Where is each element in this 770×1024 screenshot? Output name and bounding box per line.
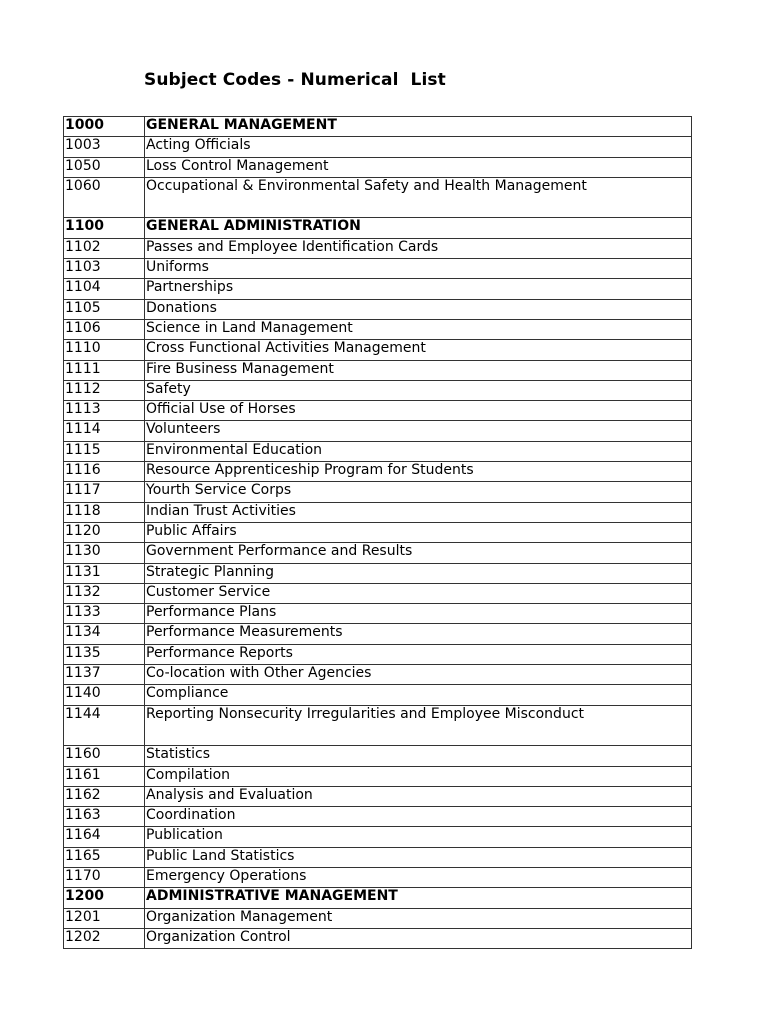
- table-row: [64, 502, 692, 522]
- subject-code-cell: 1161: [64, 766, 145, 786]
- subject-code-cell: 1170: [64, 867, 145, 887]
- subject-code-cell: 1144: [64, 705, 145, 746]
- table-row: [64, 685, 692, 705]
- table-row: [64, 117, 692, 137]
- subject-description-cell: Performance Plans: [145, 604, 692, 624]
- subject-description-cell: Uniforms: [145, 259, 692, 279]
- subject-code-cell: 1200: [64, 888, 145, 908]
- subject-code-cell: 1202: [64, 928, 145, 948]
- subject-code-cell: 1201: [64, 908, 145, 928]
- table-row: [64, 401, 692, 421]
- subject-codes-body: [64, 117, 692, 949]
- subject-description-cell: Passes and Employee Identification Cards: [145, 238, 692, 258]
- subject-code-cell: 1112: [64, 380, 145, 400]
- subject-description-cell: Fire Business Management: [145, 360, 692, 380]
- subject-description-cell: Compilation: [145, 766, 692, 786]
- table-row: [64, 807, 692, 827]
- table-row: [64, 644, 692, 664]
- table-row: [64, 462, 692, 482]
- subject-code-cell: 1160: [64, 746, 145, 766]
- subject-description-cell: Coordination: [145, 807, 692, 827]
- subject-code-cell: 1110: [64, 340, 145, 360]
- subject-code-cell: 1060: [64, 177, 145, 218]
- subject-description-cell: Performance Reports: [145, 644, 692, 664]
- table-row: [64, 908, 692, 928]
- subject-code-cell: 1132: [64, 583, 145, 603]
- table-row: [64, 177, 692, 218]
- table-row: [64, 279, 692, 299]
- subject-description-cell: Environmental Education: [145, 441, 692, 461]
- table-row: [64, 928, 692, 948]
- table-row: [64, 522, 692, 542]
- table-row: [64, 340, 692, 360]
- subject-description-cell: Yourth Service Corps: [145, 482, 692, 502]
- subject-code-cell: 1165: [64, 847, 145, 867]
- table-row: [64, 786, 692, 806]
- subject-code-cell: 1162: [64, 786, 145, 806]
- subject-description-cell: Analysis and Evaluation: [145, 786, 692, 806]
- subject-code-cell: 1100: [64, 218, 145, 238]
- table-row: [64, 847, 692, 867]
- subject-code-cell: 1105: [64, 299, 145, 319]
- table-row: [64, 888, 692, 908]
- table-row: [64, 360, 692, 380]
- table-row: [64, 563, 692, 583]
- table-row: [64, 441, 692, 461]
- table-row: [64, 299, 692, 319]
- subject-description-cell: Loss Control Management: [145, 157, 692, 177]
- table-row: [64, 766, 692, 786]
- subject-code-cell: 1104: [64, 279, 145, 299]
- subject-description-cell: Co-location with Other Agencies: [145, 665, 692, 685]
- table-row: [64, 218, 692, 238]
- subject-description-cell: Statistics: [145, 746, 692, 766]
- subject-code-cell: 1164: [64, 827, 145, 847]
- subject-code-cell: 1140: [64, 685, 145, 705]
- subject-description-cell: Emergency Operations: [145, 867, 692, 887]
- table-row: [64, 604, 692, 624]
- subject-code-cell: 1103: [64, 259, 145, 279]
- subject-code-cell: 1114: [64, 421, 145, 441]
- subject-code-cell: 1102: [64, 238, 145, 258]
- subject-description-cell: Safety: [145, 380, 692, 400]
- table-row: [64, 319, 692, 339]
- subject-description-cell: Publication: [145, 827, 692, 847]
- table-row: [64, 137, 692, 157]
- subject-code-cell: 1115: [64, 441, 145, 461]
- table-row: [64, 157, 692, 177]
- subject-description-cell: GENERAL MANAGEMENT: [145, 117, 692, 137]
- subject-description-cell: GENERAL ADMINISTRATION: [145, 218, 692, 238]
- subject-description-cell: Organization Management: [145, 908, 692, 928]
- subject-description-cell: Reporting Nonsecurity Irregularities and Employee Misconduct: [145, 705, 692, 746]
- subject-code-cell: 1003: [64, 137, 145, 157]
- page-title: Subject Codes - Numerical List: [144, 70, 446, 90]
- subject-code-cell: 1120: [64, 522, 145, 542]
- subject-description-cell: Acting Officials: [145, 137, 692, 157]
- table-row: [64, 238, 692, 258]
- subject-code-cell: 1135: [64, 644, 145, 664]
- table-row: [64, 705, 692, 746]
- table-row: [64, 827, 692, 847]
- subject-code-cell: 1050: [64, 157, 145, 177]
- subject-code-cell: 1118: [64, 502, 145, 522]
- table-row: [64, 624, 692, 644]
- subject-description-cell: Indian Trust Activities: [145, 502, 692, 522]
- subject-code-cell: 1000: [64, 117, 145, 137]
- subject-description-cell: Public Land Statistics: [145, 847, 692, 867]
- table-row: [64, 746, 692, 766]
- table-row: [64, 867, 692, 887]
- subject-description-cell: ADMINISTRATIVE MANAGEMENT: [145, 888, 692, 908]
- subject-description-cell: Science in Land Management: [145, 319, 692, 339]
- subject-description-cell: Performance Measurements: [145, 624, 692, 644]
- subject-description-cell: Organization Control: [145, 928, 692, 948]
- subject-description-cell: Official Use of Horses: [145, 401, 692, 421]
- table-row: [64, 380, 692, 400]
- subject-code-cell: 1133: [64, 604, 145, 624]
- subject-codes-table: [63, 116, 692, 949]
- table-row: [64, 583, 692, 603]
- table-row: [64, 482, 692, 502]
- subject-code-cell: 1106: [64, 319, 145, 339]
- subject-code-cell: 1163: [64, 807, 145, 827]
- subject-code-cell: 1130: [64, 543, 145, 563]
- table-row: [64, 665, 692, 685]
- table-row: [64, 421, 692, 441]
- subject-code-cell: 1113: [64, 401, 145, 421]
- subject-code-cell: 1111: [64, 360, 145, 380]
- subject-description-cell: Strategic Planning: [145, 563, 692, 583]
- subject-code-cell: 1134: [64, 624, 145, 644]
- subject-code-cell: 1117: [64, 482, 145, 502]
- subject-description-cell: Public Affairs: [145, 522, 692, 542]
- subject-description-cell: Cross Functional Activities Management: [145, 340, 692, 360]
- subject-description-cell: Donations: [145, 299, 692, 319]
- subject-description-cell: Government Performance and Results: [145, 543, 692, 563]
- subject-description-cell: Resource Apprenticeship Program for Students: [145, 462, 692, 482]
- subject-description-cell: Customer Service: [145, 583, 692, 603]
- subject-description-cell: Volunteers: [145, 421, 692, 441]
- subject-code-cell: 1137: [64, 665, 145, 685]
- subject-description-cell: Compliance: [145, 685, 692, 705]
- table-row: [64, 543, 692, 563]
- subject-code-cell: 1116: [64, 462, 145, 482]
- subject-code-cell: 1131: [64, 563, 145, 583]
- table-row: [64, 259, 692, 279]
- subject-description-cell: Partnerships: [145, 279, 692, 299]
- subject-description-cell: Occupational & Environmental Safety and Health Management: [145, 177, 692, 218]
